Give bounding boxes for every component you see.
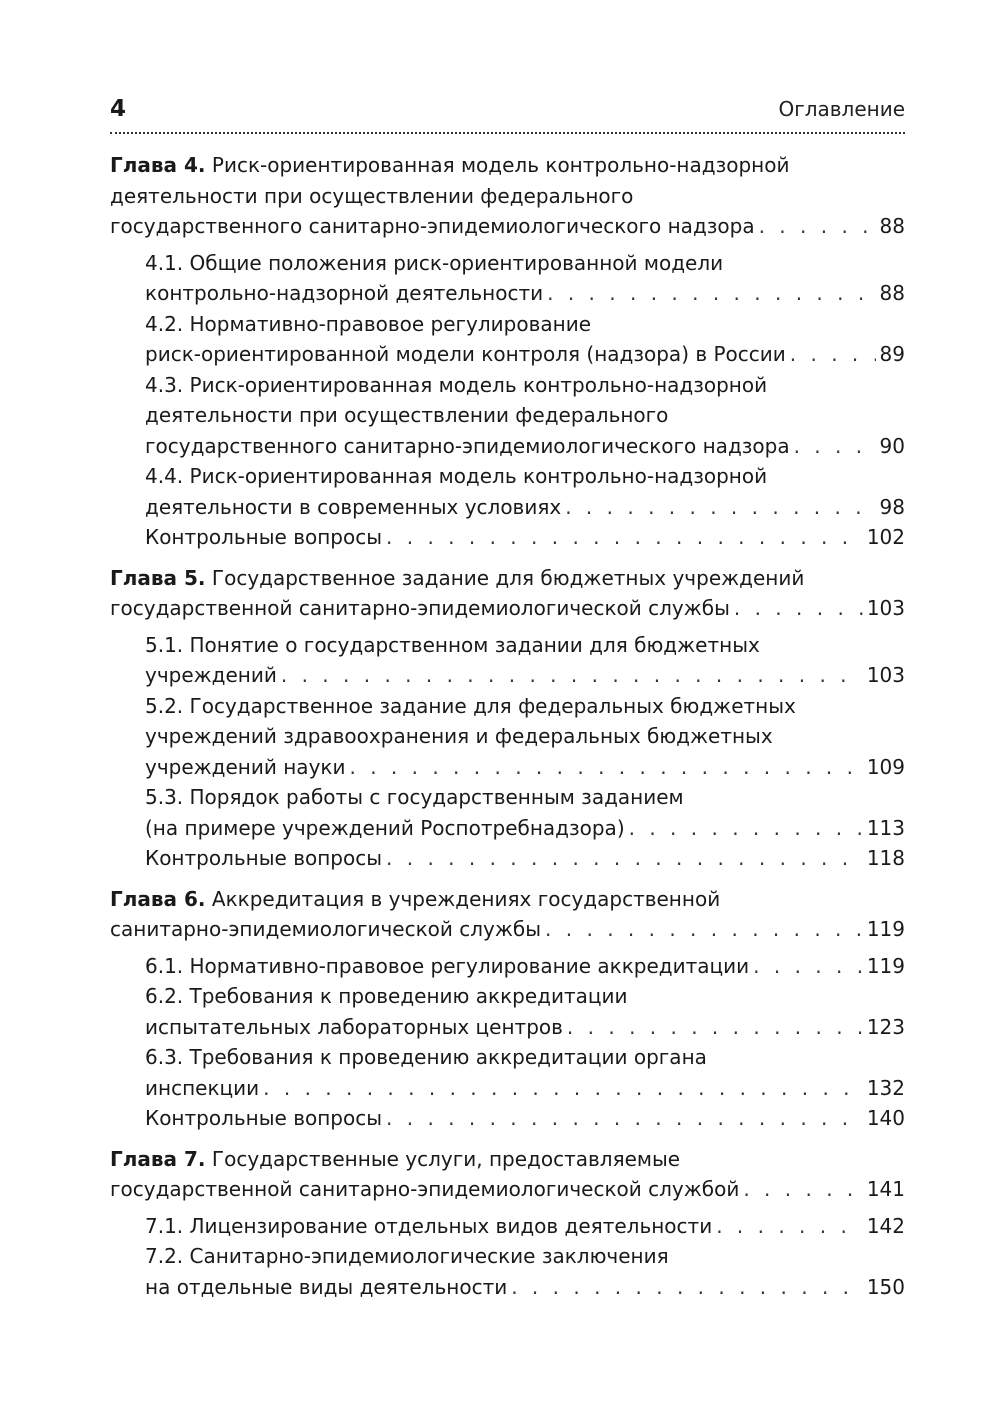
dot-leader bbox=[794, 431, 876, 462]
entry-text: 4.1. Общие положения риск-ориентированной модели bbox=[145, 250, 724, 275]
entry-text: 6.2. Требования к проведению аккредитации bbox=[145, 984, 628, 1008]
entry-text bbox=[110, 593, 730, 624]
page-ref: 88 bbox=[879, 214, 905, 238]
entry-line bbox=[145, 461, 905, 492]
entry-text: деятельности при осуществлении федерального bbox=[110, 183, 634, 208]
dot-leader bbox=[753, 951, 863, 982]
dot-leader bbox=[386, 843, 863, 874]
entry-last-line bbox=[145, 1211, 905, 1242]
entry-last-line bbox=[110, 1174, 905, 1205]
entry-text bbox=[110, 1174, 739, 1205]
entry-line bbox=[145, 309, 905, 340]
entry-line bbox=[145, 981, 905, 1012]
entry-text: деятельности при осуществлении федерального bbox=[145, 403, 669, 427]
dot-leader bbox=[629, 813, 863, 844]
chapter-label: Глава 6. bbox=[110, 886, 206, 911]
page-ref: 119 bbox=[866, 953, 905, 978]
section-entry[interactable] bbox=[110, 691, 905, 783]
entry-text: Государственные услуги, предоставляемые bbox=[211, 1146, 681, 1171]
entry-text: инспекции bbox=[145, 1075, 260, 1100]
section-list bbox=[110, 951, 905, 1134]
page-ref: 98 bbox=[879, 494, 905, 519]
dot-leader bbox=[545, 914, 863, 945]
entry-text bbox=[145, 278, 543, 309]
entry-last-line bbox=[145, 813, 905, 844]
entry-line bbox=[145, 721, 905, 752]
entry-text: (на примере учреждений Роспотребнадзора) bbox=[145, 815, 625, 840]
page-ref: 140 bbox=[866, 1106, 905, 1130]
table-of-contents bbox=[110, 150, 905, 1302]
entry-text: 4.4. Риск-ориентированная модель контрольно-надзорной bbox=[145, 464, 768, 488]
page-ref: 142 bbox=[866, 1213, 905, 1238]
page-ref: 102 bbox=[866, 525, 905, 549]
page-ref: 103 bbox=[866, 596, 905, 620]
section-entry[interactable] bbox=[110, 782, 905, 843]
page-header bbox=[110, 96, 905, 122]
chapter-label: Глава 7. bbox=[110, 1146, 206, 1171]
entry-text: риск-ориентированной модели контроля (надзора) в России bbox=[145, 342, 786, 366]
entry-text bbox=[145, 522, 382, 553]
page-ref: 141 bbox=[866, 1177, 905, 1201]
section-entry[interactable] bbox=[110, 370, 905, 462]
entry-last-line bbox=[145, 843, 905, 874]
section-entry[interactable] bbox=[110, 309, 905, 370]
entry-text: на отдельные виды деятельности bbox=[145, 1274, 508, 1299]
entry-line bbox=[110, 884, 905, 915]
entry-line bbox=[110, 181, 905, 212]
chapter-block bbox=[110, 563, 905, 874]
entry-text: 5.2. Государственное задание для федеральных бюджетных bbox=[145, 693, 796, 718]
dot-leader bbox=[790, 339, 876, 370]
entry-last-line bbox=[145, 431, 905, 462]
entry-last-line bbox=[145, 522, 905, 553]
entry-text: государственного санитарно-эпидемиологического надзора bbox=[110, 214, 755, 238]
entry-text: Аккредитация в учреждениях государственной bbox=[211, 886, 721, 911]
entry-last-line bbox=[145, 660, 905, 691]
page-ref: 132 bbox=[866, 1075, 905, 1100]
entry-text: санитарно-эпидемиологической службы bbox=[110, 917, 542, 941]
entry-text bbox=[145, 1073, 259, 1104]
entry-last-line bbox=[145, 1103, 905, 1134]
entry-last-line bbox=[110, 593, 905, 624]
entry-line bbox=[145, 248, 905, 279]
entry-last-line bbox=[145, 752, 905, 783]
entry-text: испытательных лабораторных центров bbox=[145, 1014, 563, 1039]
dot-leader bbox=[511, 1272, 863, 1303]
section-entry[interactable] bbox=[110, 951, 905, 982]
entry-text: государственной санитарно-эпидемиологической службой bbox=[110, 1177, 740, 1201]
entry-text: Контрольные вопросы bbox=[145, 1106, 383, 1130]
entry-text: 7.2. Санитарно-эпидемиологические заключения bbox=[145, 1244, 669, 1268]
entry-last-line bbox=[145, 278, 905, 309]
running-title: Оглавление bbox=[778, 97, 905, 121]
entry-last-line bbox=[145, 951, 905, 982]
section-list bbox=[110, 248, 905, 553]
section-entry[interactable] bbox=[110, 630, 905, 691]
dot-leader bbox=[734, 593, 863, 624]
entry-text: 7.1. Лицензирование отдельных видов деятельности bbox=[145, 1213, 713, 1238]
entry-line bbox=[110, 1144, 905, 1175]
entry-text: 6.3. Требования к проведению аккредитации органа bbox=[145, 1045, 707, 1069]
page-ref: 103 bbox=[866, 663, 905, 687]
entry-line bbox=[145, 630, 905, 661]
page-ref: 90 bbox=[879, 433, 905, 458]
section-entry[interactable] bbox=[110, 522, 905, 553]
chapter-label: Глава 5. bbox=[110, 565, 206, 590]
entry-last-line bbox=[145, 1012, 905, 1043]
dot-leader bbox=[281, 660, 863, 691]
section-list bbox=[110, 1211, 905, 1303]
entry-text bbox=[145, 813, 625, 844]
entry-text: 4.3. Риск-ориентированная модель контрольно-надзорной bbox=[145, 372, 768, 397]
page-ref: 150 bbox=[866, 1274, 905, 1299]
entry-text: учреждений bbox=[145, 663, 277, 687]
entry-text bbox=[145, 951, 749, 982]
section-entry[interactable] bbox=[110, 981, 905, 1042]
section-entry[interactable] bbox=[110, 1103, 905, 1134]
entry-line bbox=[145, 1042, 905, 1073]
entry-text: учреждений науки bbox=[145, 754, 346, 779]
entry-text bbox=[145, 339, 786, 370]
entry-text bbox=[145, 492, 561, 523]
chapter-block bbox=[110, 1144, 905, 1303]
dot-leader bbox=[547, 278, 875, 309]
entry-line bbox=[145, 691, 905, 722]
entry-text bbox=[145, 1012, 563, 1043]
entry-text: государственного санитарно-эпидемиологического надзора bbox=[145, 433, 790, 458]
section-entry[interactable] bbox=[110, 1241, 905, 1302]
entry-text: учреждений здравоохранения и федеральных бюджетных bbox=[145, 724, 773, 748]
entry-last-line bbox=[110, 914, 905, 945]
page-ref: 113 bbox=[866, 815, 905, 840]
entry-line bbox=[110, 150, 905, 181]
entry-text: 5.3. Порядок работы с государственным заданием bbox=[145, 785, 684, 809]
section-entry[interactable] bbox=[110, 248, 905, 309]
dot-leader bbox=[263, 1073, 863, 1104]
page-ref: 123 bbox=[866, 1014, 905, 1039]
section-entry[interactable] bbox=[110, 843, 905, 874]
entry-text bbox=[145, 1211, 712, 1242]
entry-text: деятельности в современных условиях bbox=[145, 494, 562, 519]
entry-line bbox=[110, 563, 905, 594]
entry-last-line bbox=[145, 339, 905, 370]
entry-text: Контрольные вопросы bbox=[145, 525, 383, 549]
entry-last-line bbox=[145, 492, 905, 523]
entry-text: Контрольные вопросы bbox=[145, 846, 383, 870]
entry-text bbox=[110, 211, 755, 242]
header-dotted-rule bbox=[110, 132, 905, 134]
chapter-heading[interactable] bbox=[110, 884, 905, 945]
chapter-block bbox=[110, 884, 905, 1134]
chapter-block bbox=[110, 150, 905, 553]
entry-last-line bbox=[145, 1073, 905, 1104]
dot-leader bbox=[716, 1211, 863, 1242]
entry-line bbox=[145, 782, 905, 813]
dot-leader bbox=[565, 492, 875, 523]
entry-text bbox=[145, 843, 382, 874]
chapter-label: Глава 4. bbox=[110, 153, 206, 177]
entry-text: Риск-ориентированная модель контрольно-надзорной bbox=[211, 153, 790, 177]
section-list bbox=[110, 630, 905, 874]
page-ref: 89 bbox=[879, 342, 905, 366]
entry-text bbox=[145, 1272, 507, 1303]
section-entry[interactable] bbox=[110, 1042, 905, 1103]
entry-text bbox=[145, 660, 277, 691]
entry-line bbox=[145, 1241, 905, 1272]
entry-last-line bbox=[110, 211, 905, 242]
page-number: 4 bbox=[110, 96, 127, 122]
chapter-heading[interactable] bbox=[110, 563, 905, 624]
section-entry[interactable] bbox=[110, 461, 905, 522]
entry-text: 6.1. Нормативно-правовое регулирование аккредитации bbox=[145, 953, 750, 978]
page-ref: 109 bbox=[866, 754, 905, 779]
entry-text bbox=[145, 431, 790, 462]
dot-leader bbox=[386, 1103, 863, 1134]
entry-text: государственной санитарно-эпидемиологической службы bbox=[110, 596, 730, 620]
entry-text: 5.1. Понятие о государственном задании для бюджетных bbox=[145, 632, 760, 657]
page-ref: 118 bbox=[866, 846, 905, 870]
entry-text bbox=[145, 752, 345, 783]
dot-leader bbox=[743, 1174, 862, 1205]
entry-line bbox=[145, 400, 905, 431]
page-ref: 88 bbox=[879, 281, 905, 305]
entry-text: контрольно-надзорной деятельности bbox=[145, 281, 544, 305]
dot-leader bbox=[386, 522, 863, 553]
entry-text bbox=[110, 914, 541, 945]
dot-leader bbox=[567, 1012, 863, 1043]
chapter-heading[interactable] bbox=[110, 1144, 905, 1205]
section-entry[interactable] bbox=[110, 1211, 905, 1242]
entry-text: 4.2. Нормативно-правовое регулирование bbox=[145, 311, 592, 336]
chapter-heading[interactable] bbox=[110, 150, 905, 242]
page-ref: 119 bbox=[866, 917, 905, 941]
entry-last-line bbox=[145, 1272, 905, 1303]
dot-leader bbox=[759, 211, 876, 242]
entry-text: Государственное задание для бюджетных учреждений bbox=[211, 565, 805, 590]
dot-leader bbox=[349, 752, 862, 783]
entry-text bbox=[145, 1103, 382, 1134]
entry-line bbox=[145, 370, 905, 401]
